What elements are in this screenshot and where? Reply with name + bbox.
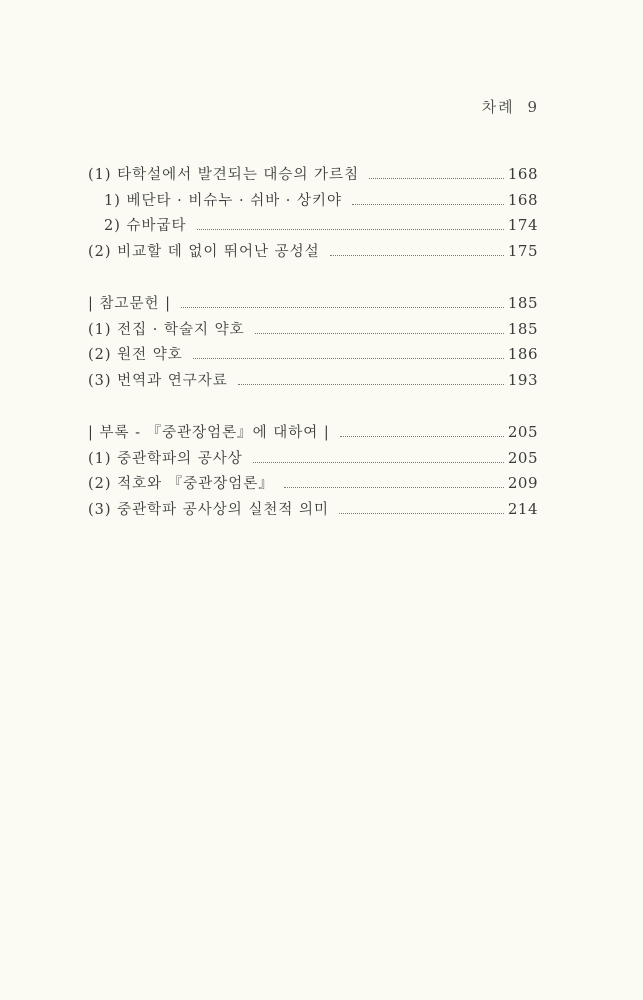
toc-entry-page: 186	[507, 345, 538, 363]
toc-entry-page: 168	[507, 190, 538, 209]
toc-entry	[88, 446, 538, 472]
toc-entry-title: 2) 슈바굽타	[104, 218, 187, 234]
toc-entry-title: | 부록 - 『중관장엄론』에 대하여 |	[88, 425, 330, 441]
toc-entry	[88, 420, 538, 446]
toc-entry	[88, 368, 538, 394]
dot-leader	[352, 204, 504, 205]
toc-entry-page: 168	[507, 165, 538, 183]
toc-entry-page: 185	[507, 319, 538, 338]
toc-entry	[88, 162, 538, 188]
toc-entry-page: 205	[507, 423, 538, 441]
toc-entry-title: (2) 적호와 『중관장엄론』	[88, 476, 274, 492]
toc-entry-page: 205	[507, 448, 538, 467]
dot-leader	[255, 333, 504, 334]
toc-entry	[88, 291, 538, 317]
toc-entry-page: 214	[507, 499, 538, 518]
table-of-contents	[88, 162, 538, 549]
dot-leader	[284, 487, 504, 488]
toc-entry	[88, 239, 538, 265]
toc-section-references	[88, 291, 538, 393]
dot-leader	[197, 229, 504, 230]
running-head-title: 차례	[481, 98, 515, 116]
dot-leader	[238, 384, 504, 385]
dot-leader	[369, 178, 504, 179]
page-number: 9	[527, 98, 539, 116]
toc-entry	[88, 342, 538, 368]
toc-entry-title: (2) 비교할 데 없이 뛰어난 공성설	[88, 243, 320, 260]
toc-entry-page: 174	[507, 216, 538, 234]
toc-entry-page: 209	[507, 474, 538, 492]
toc-entry-title: (1) 중관학파의 공사상	[88, 450, 243, 467]
toc-section-appendix	[88, 420, 538, 522]
toc-entry-title: (3) 중관학파 공사상의 실천적 의미	[88, 501, 330, 518]
dot-leader	[340, 436, 504, 437]
dot-leader	[181, 307, 504, 308]
toc-entry-page: 175	[507, 241, 538, 260]
toc-entry-title: | 참고문헌 |	[88, 296, 172, 312]
toc-entry-title: (3) 번역과 연구자료	[88, 372, 228, 389]
dot-leader	[193, 358, 504, 359]
dot-leader	[330, 255, 504, 256]
running-head	[482, 96, 539, 117]
toc-entry	[88, 471, 538, 497]
toc-entry	[88, 497, 538, 523]
dot-leader	[339, 513, 504, 514]
toc-section-main-text	[88, 162, 538, 264]
toc-entry	[88, 213, 538, 239]
toc-entry-title: (1) 타학설에서 발견되는 대승의 가르침	[88, 167, 360, 183]
toc-entry-title: (1) 전집 · 학술지 약호	[88, 321, 245, 338]
dot-leader	[253, 462, 504, 463]
toc-entry-title: (2) 원전 약호	[88, 347, 183, 363]
toc-entry-title: 1) 베단타 · 비슈누 · 쉬바 · 상키야	[104, 192, 343, 209]
toc-entry-page: 193	[507, 370, 538, 389]
toc-entry-page: 185	[507, 294, 538, 312]
toc-entry	[88, 317, 538, 343]
toc-entry	[88, 188, 538, 214]
